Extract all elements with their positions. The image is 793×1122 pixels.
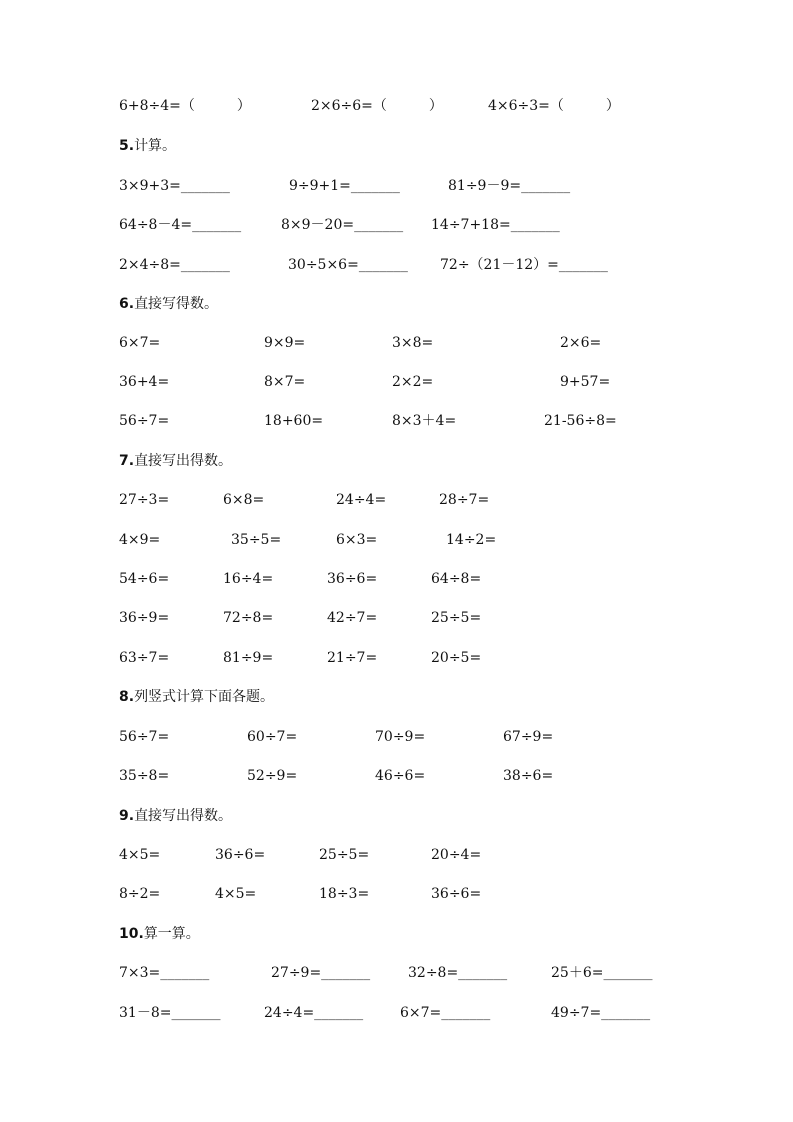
problem: 6+8÷4=（ ） xyxy=(119,98,251,114)
problem: 36÷6= xyxy=(431,886,482,902)
problem: 63÷7= xyxy=(119,650,170,666)
problem: 24÷4=_______ xyxy=(264,1005,364,1021)
problem: 20÷5= xyxy=(431,650,482,666)
section-heading xyxy=(119,449,232,473)
problem: 25÷5= xyxy=(431,610,482,626)
problem: 27÷3= xyxy=(119,492,170,508)
problem: 6×7= xyxy=(119,335,161,351)
problem: 70÷9= xyxy=(375,729,426,745)
section-heading xyxy=(119,134,176,158)
problem: 56÷7= xyxy=(119,729,170,745)
section-title: 计算。 xyxy=(134,138,177,154)
problem: 67÷9= xyxy=(503,729,554,745)
section-number: 5. xyxy=(119,138,135,154)
problem: 8×7= xyxy=(264,374,306,390)
section-title: 算一算。 xyxy=(143,926,200,942)
section-heading xyxy=(119,292,218,316)
problem: 81÷9= xyxy=(223,650,274,666)
section-heading xyxy=(119,922,200,946)
problem: 8×3＋4= xyxy=(392,413,457,429)
problem: 25÷5= xyxy=(319,847,370,863)
section-title: 直接写出得数。 xyxy=(134,808,233,824)
problem: 7×3=_______ xyxy=(119,965,210,981)
problem: 4×5= xyxy=(215,886,257,902)
problem: 31－8=_______ xyxy=(119,1005,221,1021)
problem: 35÷5= xyxy=(231,532,282,548)
problem: 9÷9+1=_______ xyxy=(289,178,400,194)
problem: 4×6÷3=（ ） xyxy=(488,98,620,114)
section-heading xyxy=(119,804,232,828)
problem: 64÷8－4=_______ xyxy=(119,217,242,233)
problem: 49÷7=_______ xyxy=(551,1005,651,1021)
section-number: 7. xyxy=(119,453,135,469)
section-number: 6. xyxy=(119,296,135,312)
problem: 54÷6= xyxy=(119,571,170,587)
problem: 16÷4= xyxy=(223,571,274,587)
problem: 18÷3= xyxy=(319,886,370,902)
problem: 21-56÷8= xyxy=(544,413,617,429)
problem: 14÷7+18=_______ xyxy=(431,217,560,233)
problem: 60÷7= xyxy=(247,729,298,745)
problem: 36÷6= xyxy=(215,847,266,863)
problem: 72÷（21－12）=_______ xyxy=(440,257,608,273)
problem: 8÷2= xyxy=(119,886,161,902)
section-title: 直接写得数。 xyxy=(134,296,219,312)
section-number: 9. xyxy=(119,808,135,824)
problem: 2×4÷8=_______ xyxy=(119,257,230,273)
problem: 9+57= xyxy=(560,374,611,390)
section-title: 列竖式计算下面各题。 xyxy=(134,689,275,705)
problem: 81÷9－9=_______ xyxy=(448,178,571,194)
problem: 2×6÷6=（ ） xyxy=(311,98,443,114)
problem: 4×5= xyxy=(119,847,161,863)
problem: 42÷7= xyxy=(327,610,378,626)
problem: 3×8= xyxy=(392,335,434,351)
problem: 36÷6= xyxy=(327,571,378,587)
problem: 25＋6=_______ xyxy=(551,965,653,981)
problem: 36+4= xyxy=(119,374,170,390)
problem: 4×9= xyxy=(119,532,161,548)
problem: 9×9= xyxy=(264,335,306,351)
problem: 2×6= xyxy=(560,335,602,351)
problem: 21÷7= xyxy=(327,650,378,666)
problem: 32÷8=_______ xyxy=(408,965,508,981)
problem: 3×9+3=_______ xyxy=(119,178,230,194)
problem: 14÷2= xyxy=(446,532,497,548)
problem: 64÷8= xyxy=(431,571,482,587)
problem: 6×8= xyxy=(223,492,265,508)
section-title: 直接写出得数。 xyxy=(134,453,233,469)
problem: 46÷6= xyxy=(375,768,426,784)
problem: 27÷9=_______ xyxy=(271,965,371,981)
problem: 18+60= xyxy=(264,413,324,429)
problem: 30÷5×6=_______ xyxy=(288,257,408,273)
problem: 35÷8= xyxy=(119,768,170,784)
problem: 36÷9= xyxy=(119,610,170,626)
problem: 56÷7= xyxy=(119,413,170,429)
problem: 38÷6= xyxy=(503,768,554,784)
problem: 20÷4= xyxy=(431,847,482,863)
section-number: 8. xyxy=(119,689,135,705)
section-number: 10. xyxy=(119,926,144,942)
problem: 72÷8= xyxy=(223,610,274,626)
problem: 24÷4= xyxy=(336,492,387,508)
problem: 52÷9= xyxy=(247,768,298,784)
problem: 6×7=_______ xyxy=(400,1005,491,1021)
problem: 6×3= xyxy=(336,532,378,548)
problem: 2×2= xyxy=(392,374,434,390)
section-heading xyxy=(119,685,274,709)
problem: 28÷7= xyxy=(439,492,490,508)
problem: 8×9－20=_______ xyxy=(281,217,404,233)
